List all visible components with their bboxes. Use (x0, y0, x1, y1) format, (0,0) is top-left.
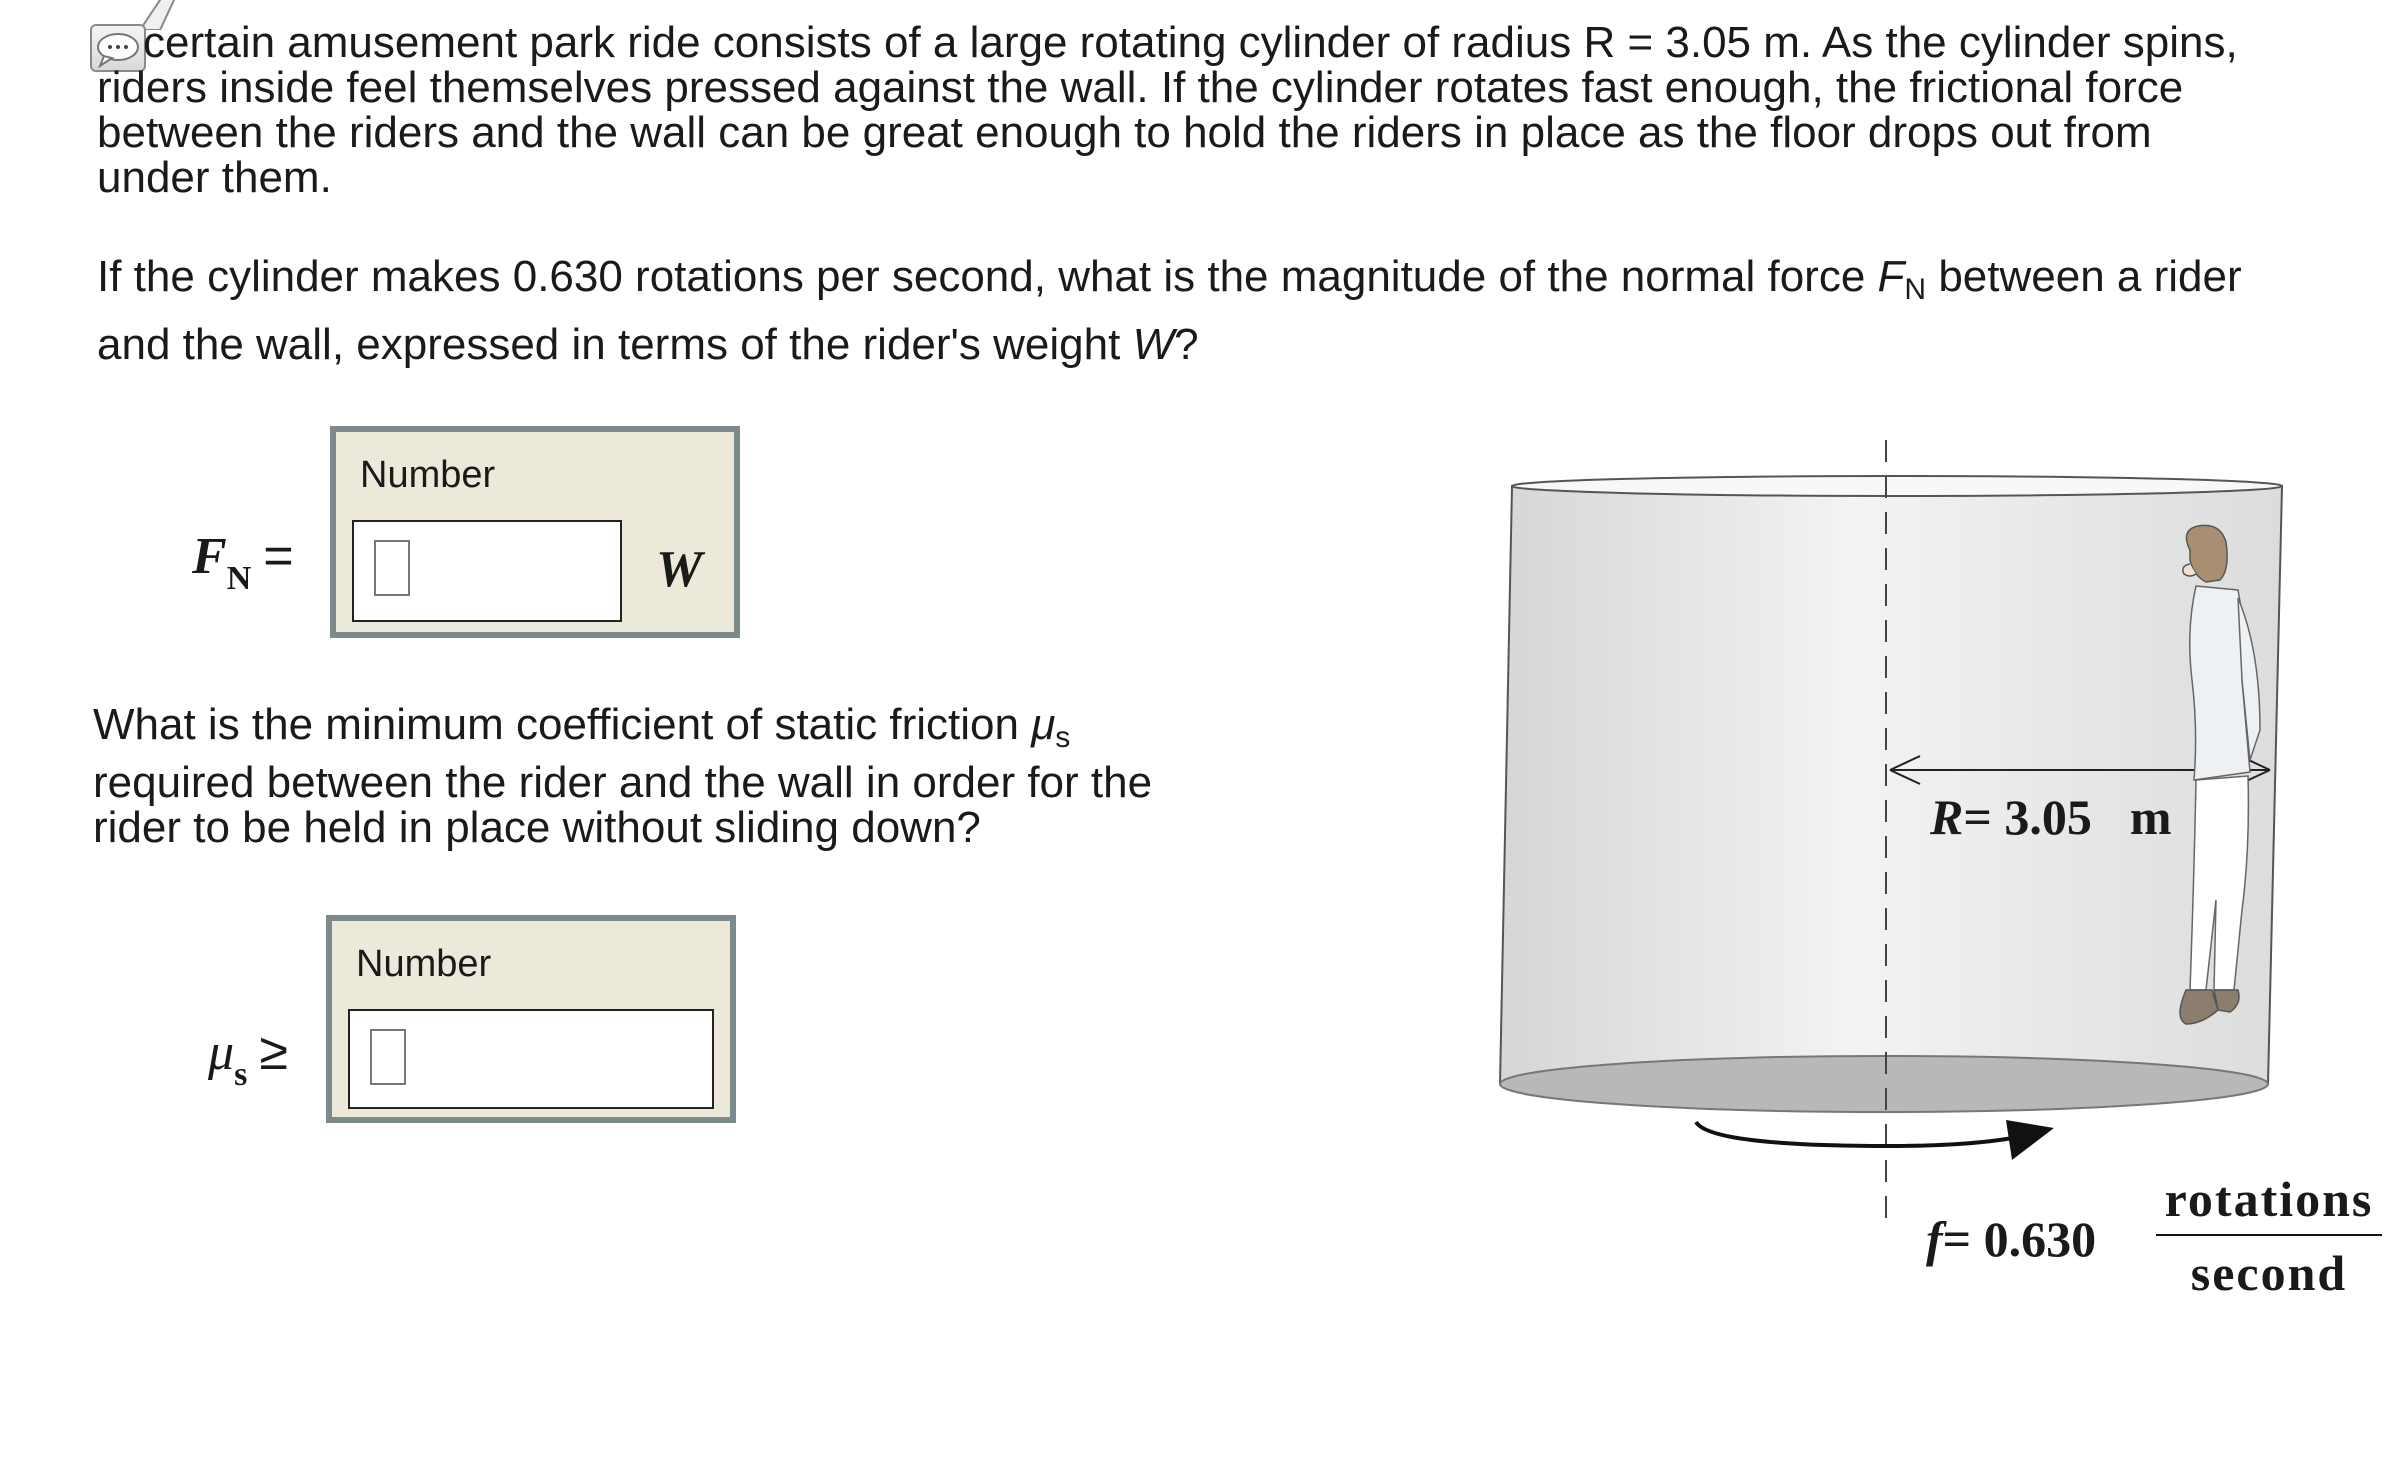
normal-force-subscript: N (1904, 273, 1927, 306)
weight-symbol: W (1132, 320, 1175, 369)
answer2-box (326, 915, 736, 1123)
answer2-input-cursor (370, 1029, 406, 1085)
answer2-caption: Number (356, 943, 492, 985)
question1-end: ? (1174, 320, 1199, 369)
question2-prefix: What is the minimum coefficient of static friction (93, 700, 1032, 749)
answer1-box (330, 426, 740, 638)
radius-value: = 3.05 (1963, 789, 2092, 845)
answer2-symbol: μ (208, 1024, 235, 1081)
answer2-relation: ≥ (259, 1023, 288, 1081)
cylinder-floor (1500, 1056, 2268, 1112)
answer1-input[interactable] (352, 520, 622, 622)
question-normal-force (97, 249, 2247, 372)
rotating-cylinder-figure (1490, 430, 2384, 1330)
answer1-symbol: F (192, 528, 227, 585)
answer2-input[interactable] (348, 1009, 714, 1109)
friction-symbol: μ (1031, 700, 1056, 749)
fraction-bar (2156, 1234, 2382, 1236)
rotation-arrow (1696, 1122, 2040, 1146)
rotation-arrow-head (2006, 1120, 2054, 1160)
frequency-unit-numerator: rotations (2164, 1171, 2374, 1227)
frequency-symbol: f (1926, 1211, 1943, 1267)
friction-subscript: s (1055, 721, 1071, 754)
radius-unit: m (2129, 789, 2172, 845)
answer1-input-cursor (374, 540, 410, 596)
answer1-unit: W (656, 541, 703, 598)
question-friction-coefficient (93, 702, 1243, 850)
answer1-subscript: N (226, 560, 252, 597)
answer2-label (208, 1022, 288, 1093)
question2-suffix: required between the rider and the wall in order for the rider to be held in place without sliding down? (93, 758, 1153, 852)
radius-label (1930, 788, 2172, 846)
answer1-label (192, 526, 294, 597)
answer1-relation: = (263, 527, 294, 585)
answer2-subscript: s (234, 1056, 248, 1093)
cylinder-top-rim (1512, 476, 2282, 496)
frequency-unit-fraction (2156, 1170, 2382, 1302)
question1-prefix: If the cylinder makes 0.630 rotations per second, what is the magnitude of the normal force (97, 252, 1878, 301)
frequency-value: = 0.630 (1942, 1211, 2097, 1267)
frequency-label (1926, 1210, 2096, 1268)
problem-intro: certain amusement park ride consists of a large rotating cylinder of radius R = 3.05 m. As the cylinder spins, riders inside feel themselves pressed against the wall. If the cylinder rotates fast enough, the frictional force between the riders and the wall can be great enough to hold the riders in place as the floor drops out from under them. (97, 18, 2238, 202)
answer1-caption: Number (360, 454, 496, 496)
question1-mid: between a rider and the wall, expressed in terms of the rider's weight (97, 252, 2242, 369)
normal-force-symbol: F (1877, 252, 1905, 301)
radius-symbol: R (1930, 789, 1964, 845)
frequency-unit-denominator: second (2190, 1245, 2348, 1301)
